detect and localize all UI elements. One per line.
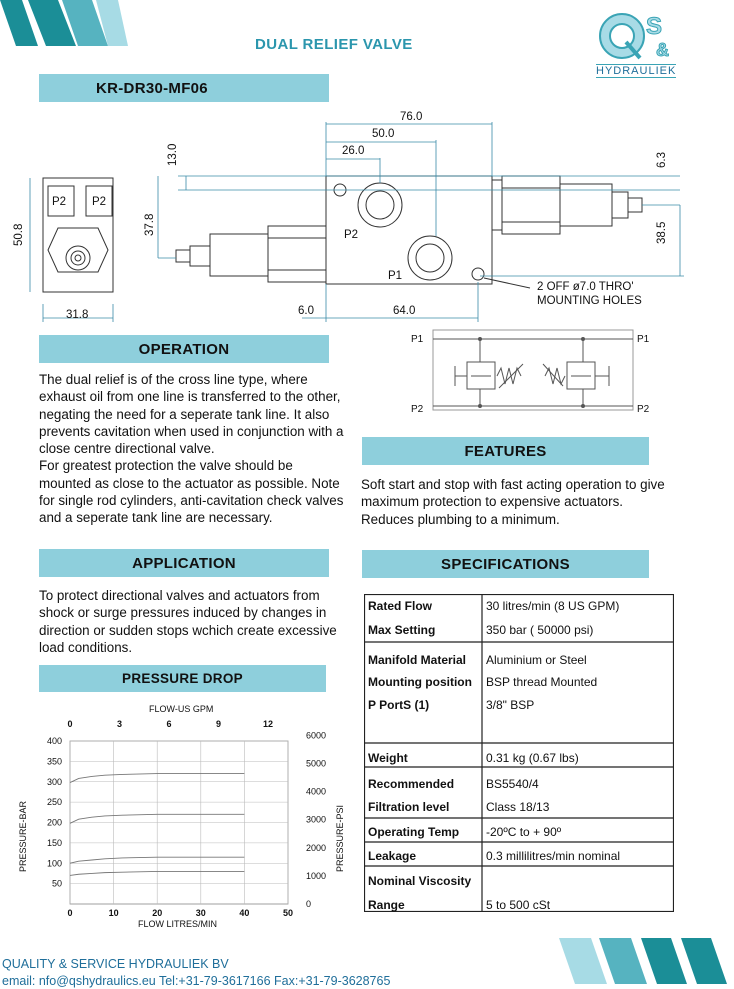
footer-contact: email: nfo@qshydraulics.eu Tel:+31-79-3617166 Fax:+31-79-3628765 <box>2 974 391 988</box>
port-p1-label: P1 <box>388 270 403 282</box>
operation-line: for single rod cylinders, anti-cavitation check valves <box>39 493 344 509</box>
chart-y-tick: 150 <box>46 837 62 848</box>
features-line: maximum protection to expensive actuators. <box>361 494 623 510</box>
chart-y2-tick: 1000 <box>306 870 327 881</box>
application-line: load conditions. <box>39 639 133 655</box>
chart-y2-label: PRESSURE-PSI <box>335 804 345 872</box>
chart-x2-tick: 3 <box>116 719 123 729</box>
pressure-drop-chart <box>10 700 360 932</box>
chart-x-tick: 20 <box>152 908 163 918</box>
spec-value: 0.31 kg (0.67 lbs) <box>486 751 579 765</box>
chart-x-tick: 30 <box>195 908 206 918</box>
operation-line: prevents cavitation when used in conjunction with a <box>39 423 344 439</box>
schematic-p1-left: P1 <box>411 334 424 345</box>
chart-y-tick: 50 <box>51 878 62 889</box>
spec-key: Range <box>368 898 405 912</box>
chart-y-tick: 300 <box>46 776 62 787</box>
hydraulic-schematic <box>405 326 660 414</box>
logo-wordmark: HYDRAULIEK <box>596 65 677 77</box>
chart-x-tick: 10 <box>108 908 119 918</box>
dim-50: 50.0 <box>372 128 395 140</box>
operation-line: and a seperate tank line are necessary. <box>39 510 273 526</box>
dim-64: 64.0 <box>393 305 416 317</box>
page-title: DUAL RELIEF VALVE <box>255 36 413 53</box>
features-line: Reduces plumbing to a minimum. <box>361 511 560 527</box>
valve-drawing <box>10 104 690 324</box>
mounting-note-line2: MOUNTING HOLES <box>537 295 642 307</box>
footer-stripes <box>555 938 734 986</box>
spec-key: P PortS (1) <box>368 698 430 712</box>
features-heading: FEATURES <box>362 437 649 465</box>
side-port-p2-b: P2 <box>92 196 107 208</box>
chart-y-tick: 400 <box>46 736 62 746</box>
features-text <box>361 476 665 528</box>
chart-x2-tick: 6 <box>166 719 172 729</box>
spec-key: Max Setting <box>368 623 436 637</box>
chart-x-tick: 50 <box>282 908 294 918</box>
operation-line: mounted as close to the actuator as possible. Note <box>39 475 340 491</box>
chart-x2-tick: 12 <box>263 719 274 729</box>
chart-y-tick: 250 <box>46 797 62 808</box>
operation-heading: OPERATION <box>39 335 329 363</box>
dim-50-8: 50.8 <box>13 223 25 246</box>
dim-76: 76.0 <box>400 111 423 123</box>
spec-key: Operating Temp <box>368 825 460 839</box>
chart-y2-tick: 5000 <box>306 758 327 769</box>
spec-value: -20ºC to + 90º <box>486 825 562 839</box>
chart-x2-tick: 9 <box>216 719 222 729</box>
spec-value: 30 litres/min (8 US GPM) <box>486 599 620 613</box>
chart-y2-tick: 4000 <box>306 786 327 797</box>
application-line: To protect directional valves and actuators from <box>39 588 320 603</box>
chart-x-tick: 0 <box>67 908 73 918</box>
chart-y2-tick: 6000 <box>306 730 327 741</box>
header-stripes <box>0 0 130 48</box>
schematic-p2-left: P2 <box>411 404 424 414</box>
operation-text <box>39 371 343 527</box>
application-heading: APPLICATION <box>39 549 329 577</box>
spec-value: BSP thread Mounted <box>486 675 598 689</box>
specifications-heading: SPECIFICATIONS <box>362 550 649 578</box>
schematic-p2-right: P2 <box>637 404 650 414</box>
operation-line: close centre directional valve. <box>39 441 215 457</box>
dim-6: 6.0 <box>298 305 314 317</box>
mounting-note-line1: 2 OFF ø7.0 THRO' <box>537 281 634 293</box>
chart-y-tick: 350 <box>46 756 62 767</box>
chart-y-tick: 200 <box>46 817 62 828</box>
application-line: shock or surge pressures induced by changes in <box>39 605 327 621</box>
svg-text:S: S <box>646 13 663 40</box>
dim-37-8: 37.8 <box>144 213 156 236</box>
chart-x2-tick: 0 <box>67 719 73 729</box>
company-logo <box>596 6 678 86</box>
schematic-p1-right: P1 <box>637 334 650 345</box>
spec-key: Nominal Viscosity <box>368 874 472 888</box>
application-text <box>39 587 337 656</box>
spec-value: 5 to 500 cSt <box>486 898 551 912</box>
model-code-bar: KR-DR30-MF06 <box>39 74 329 102</box>
dim-6-3: 6.3 <box>656 152 668 168</box>
footer-company: QUALITY & SERVICE HYDRAULIEK BV <box>2 957 229 971</box>
application-line: direction or sudden stops wchich create excessive <box>39 622 337 638</box>
dim-38-5: 38.5 <box>656 221 668 244</box>
chart-y-tick: 100 <box>46 858 62 869</box>
chart-x-tick: 40 <box>239 908 250 918</box>
spec-value: 0.3 millilitres/min nominal <box>486 849 621 863</box>
chart-y2-tick: 3000 <box>306 814 327 825</box>
chart-y2-tick: 2000 <box>306 842 327 853</box>
spec-value: Aluminium or Steel <box>486 653 587 667</box>
chart-y2-tick: 0 <box>306 899 312 909</box>
dim-13: 13.0 <box>167 143 179 166</box>
chart-x2-label: FLOW-US GPM <box>149 704 214 714</box>
pressure-drop-heading: PRESSURE DROP <box>39 665 326 692</box>
chart-x-label: FLOW LITRES/MIN <box>138 919 218 929</box>
port-p2-label: P2 <box>344 229 359 241</box>
spec-key: Rated Flow <box>368 599 433 613</box>
spec-key: Mounting position <box>368 675 472 689</box>
side-port-p2-a: P2 <box>52 196 67 208</box>
features-line: Soft start and stop with fast acting operation to give <box>361 477 665 492</box>
spec-key: Recommended <box>368 777 455 791</box>
operation-line: exhaust oil from one line is transferred to the other, <box>39 389 341 405</box>
svg-text:&: & <box>656 40 669 60</box>
dim-26: 26.0 <box>342 145 365 157</box>
spec-value: 3/8" BSP <box>486 698 535 712</box>
operation-line: negating the need for a seperate tank line. It also <box>39 406 330 422</box>
spec-value: BS5540/4 <box>486 777 539 791</box>
chart-y-label: PRESSURE-BAR <box>18 800 28 872</box>
spec-key: Filtration level <box>368 800 450 814</box>
spec-value: 350 bar ( 50000 psi) <box>486 623 594 637</box>
operation-line: For greatest protection the valve should be <box>39 458 293 474</box>
specifications-table <box>364 594 674 912</box>
spec-key: Manifold Material <box>368 653 467 667</box>
spec-key: Weight <box>368 751 408 765</box>
dim-31-8: 31.8 <box>66 309 89 321</box>
operation-line: The dual relief is of the cross line type, where <box>39 372 308 387</box>
spec-value: Class 18/13 <box>486 800 550 814</box>
spec-key: Leakage <box>368 849 417 863</box>
